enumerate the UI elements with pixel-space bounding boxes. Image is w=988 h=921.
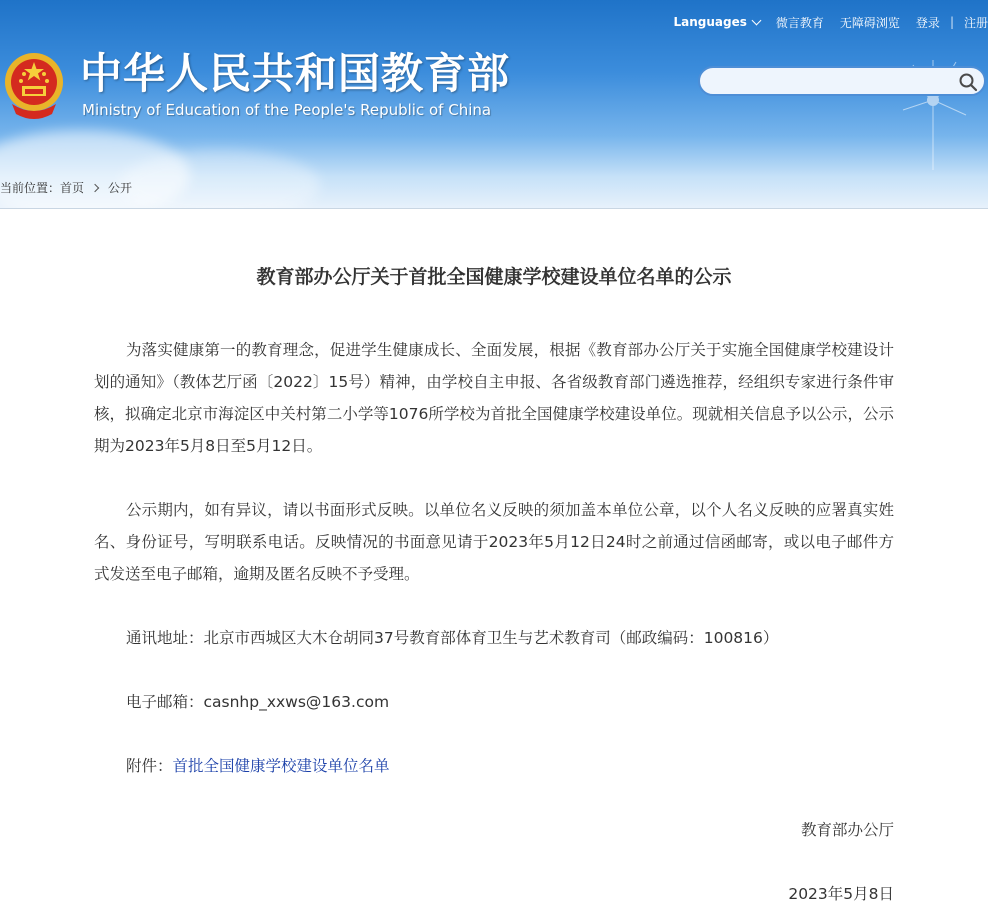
article-paragraph: 为落实健康第一的教育理念，促进学生健康成长、全面发展，根据《教育部办公厅关于实施全国健康学校建设计划的通知》（教体艺厅函〔2022〕15号）精神，由学校自主申报、各省级教育部门遴选推荐，经组织专家进行条件审核，拟确定北京市海淀区中关村第二小学等1076所学校为首批全国健康学校建设单位。现就相关信息予以公示，公示期为2023年5月8日至5月12日。 xyxy=(94,341,894,455)
breadcrumb xyxy=(0,179,132,196)
national-emblem-icon[interactable] xyxy=(2,48,66,122)
attachment xyxy=(94,750,894,782)
chevron-right-icon xyxy=(91,183,99,191)
breadcrumb-current-link[interactable]: 公开 xyxy=(108,181,133,195)
accessible-browse-link[interactable]: 无障碍浏览 xyxy=(839,15,900,30)
contact-email: 电子邮箱：casnhp_xxws@163.com xyxy=(126,693,390,711)
site-header xyxy=(0,0,988,209)
languages-label: Languages xyxy=(673,15,747,29)
search-icon[interactable] xyxy=(958,72,978,92)
article xyxy=(94,208,894,910)
article-title: 教育部办公厅关于首批全国健康学校建设单位名单的公示 xyxy=(256,266,732,288)
breadcrumb-home-link[interactable]: 首页 xyxy=(60,181,85,195)
signature: 教育部办公厅 xyxy=(800,821,894,839)
login-link[interactable]: 登录 xyxy=(915,15,940,30)
mailing-address: 通讯地址：北京市西城区大木仓胡同37号教育部体育卫生与艺术教育司（邮政编码：100816） xyxy=(126,629,779,647)
attachment-label: 附件： xyxy=(126,757,173,775)
attachment-link[interactable]: 首批全国健康学校建设单位名单 xyxy=(172,757,390,775)
weiyan-link[interactable]: 微言教育 xyxy=(775,15,824,30)
search-box xyxy=(698,66,986,96)
article-paragraph: 公示期内，如有异议，请以书面形式反映。以单位名义反映的须加盖本单位公章，以个人名义反映的应署真实姓名、身份证号，写明联系电话。反映情况的书面意见请于2023年5月12日24时之前通过信函邮寄，或以电子邮件方式发送至电子邮箱，逾期及匿名反映不予受理。 xyxy=(94,501,894,583)
cloud-decoration xyxy=(120,150,320,209)
top-nav xyxy=(658,14,988,30)
register-link[interactable]: 注册 xyxy=(963,15,988,30)
search-input[interactable] xyxy=(712,68,956,96)
site-title-cn[interactable]: 中华人民共和国教育部 xyxy=(80,49,511,98)
chevron-down-icon xyxy=(751,15,761,25)
site-title-en: Ministry of Education of the People's Republic of China xyxy=(82,101,492,119)
breadcrumb-prefix: 当前位置： xyxy=(0,181,61,195)
languages-dropdown[interactable] xyxy=(674,15,760,29)
publish-date: 2023年5月8日 xyxy=(788,885,894,903)
nav-separator: | xyxy=(949,15,954,29)
